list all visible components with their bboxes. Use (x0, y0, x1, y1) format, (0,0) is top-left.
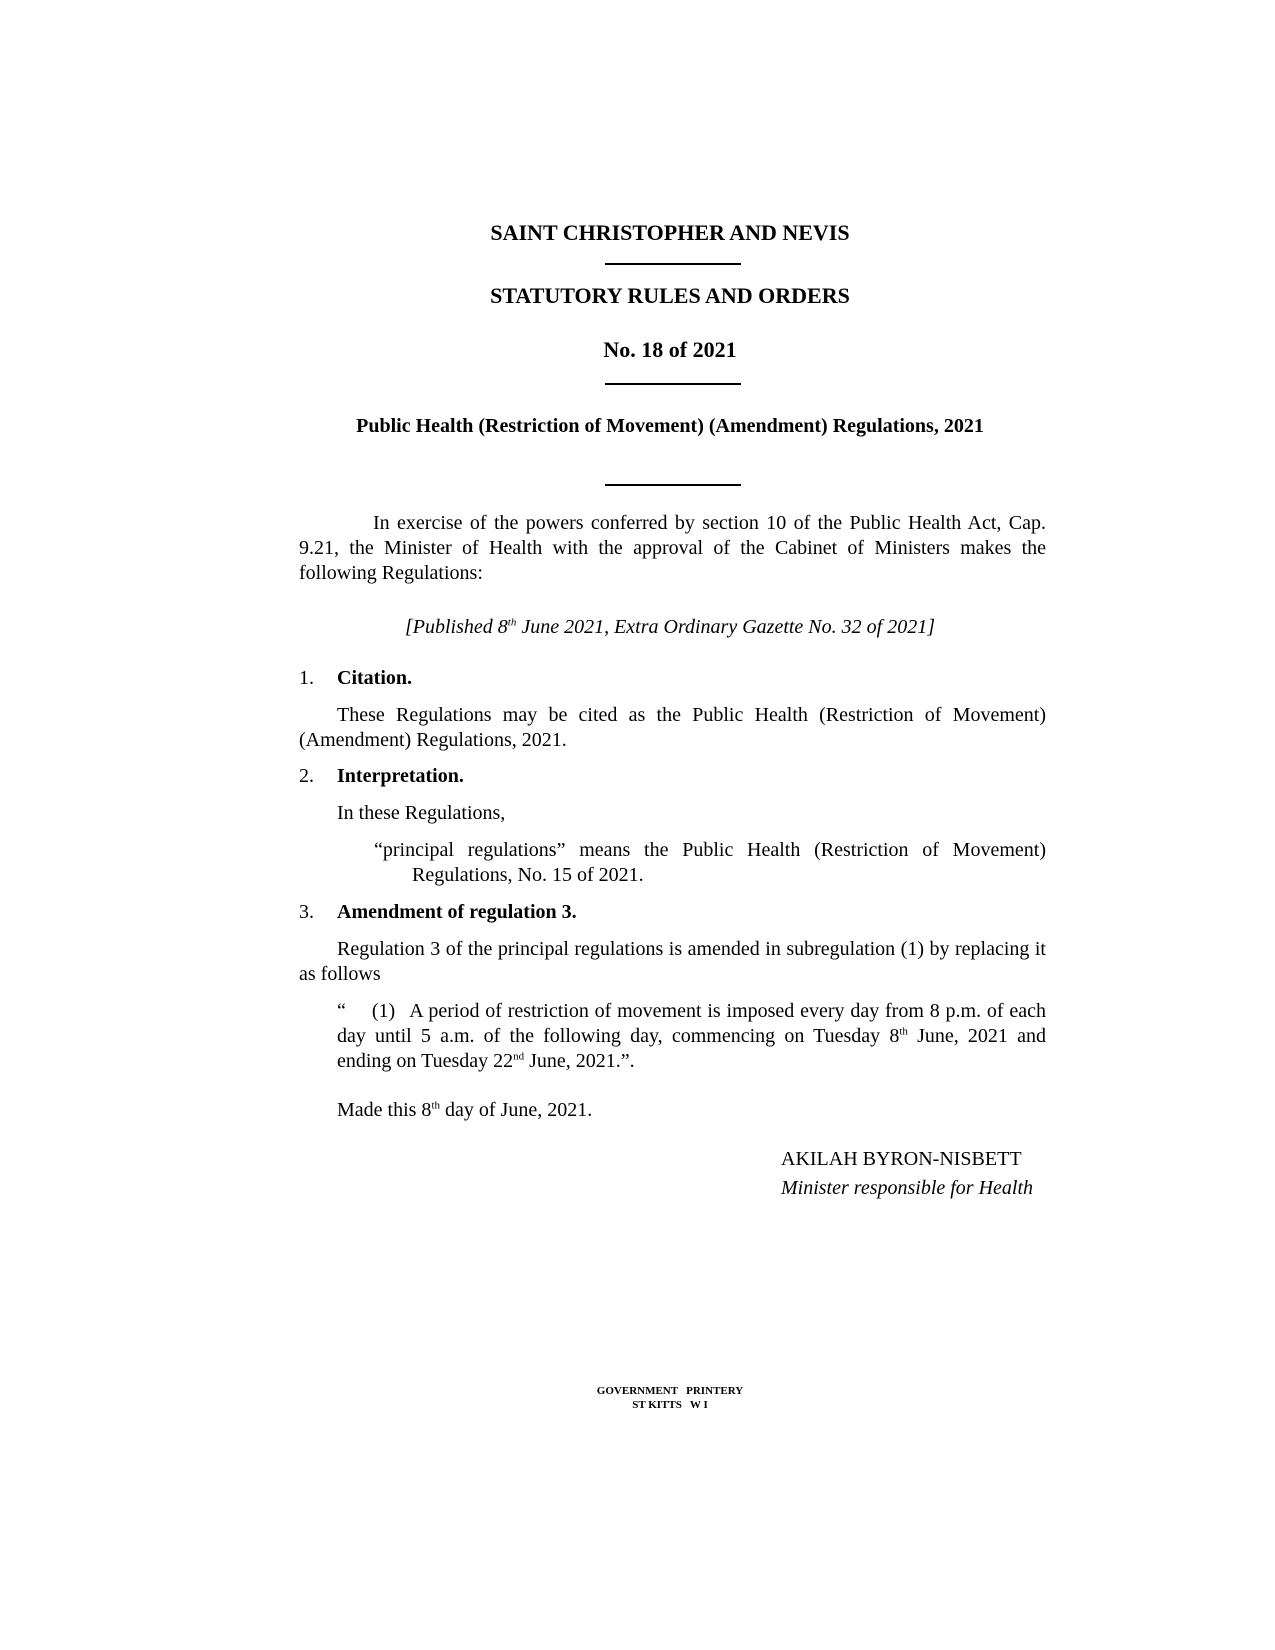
made-date: Made this 8th day of June, 2021. (337, 1099, 593, 1121)
preamble-text: In exercise of the powers conferred by section 10 of the Public Health Act, Cap. 9.21, the Minister of Health with the approval of the Cabinet of Ministers makes the following Regulations: (299, 512, 1046, 584)
section-1-number: 1. (299, 667, 314, 689)
section-3-heading: Amendment of regulation 3. (337, 901, 577, 923)
section-2-heading: Interpretation. (337, 765, 464, 787)
header-rule-1 (605, 263, 741, 265)
replacement-subregulation: “ (1) A period of restriction of movement is imposed every day from 8 p.m. of each day until 5 a.m. of the following day, commencing on Tuesday 8th June, 2021 and ending on Tuesday 22nd June, 2021.”. (337, 1000, 1046, 1072)
section-3-text: Regulation 3 of the principal regulations is amended in subregulation (1) by replacing it as follows (299, 938, 1046, 985)
publication-note: [Published 8th June 2021, Extra Ordinary Gazette No. 32 of 2021] (404, 616, 935, 638)
section-1-text: These Regulations may be cited as the Public Health (Restriction of Movement) (Amendment) Regulations, 2021. (299, 704, 1046, 751)
series-heading: STATUTORY RULES AND ORDERS (490, 283, 850, 308)
footer-printery: GOVERNMENT PRINTERY (596, 1385, 744, 1397)
section-3-number: 3. (299, 901, 314, 923)
subregulation-label: (1) (371, 1000, 396, 1022)
section-2-text: In these Regulations, (337, 802, 506, 824)
definition-principal-regulations: “principal regulations” means the Public Health (Restriction of Movement) Regulations, No. 15 of 2021. (374, 839, 1046, 886)
footer-location: ST KITTS W I (632, 1399, 708, 1411)
regulation-title: Public Health (Restriction of Movement) (Amendment) Regulations, 2021 (356, 415, 984, 437)
opening-quote: “ (337, 1000, 346, 1022)
signatory-title: Minister responsible for Health (781, 1177, 1034, 1199)
order-number: No. 18 of 2021 (603, 337, 737, 362)
section-1-heading: Citation. (337, 667, 412, 689)
country-heading: SAINT CHRISTOPHER AND NEVIS (490, 220, 850, 245)
section-2-number: 2. (299, 765, 314, 787)
signatory-name: AKILAH BYRON-NISBETT (781, 1148, 1022, 1170)
header-rule-2 (605, 383, 741, 385)
header-rule-3 (605, 484, 741, 486)
